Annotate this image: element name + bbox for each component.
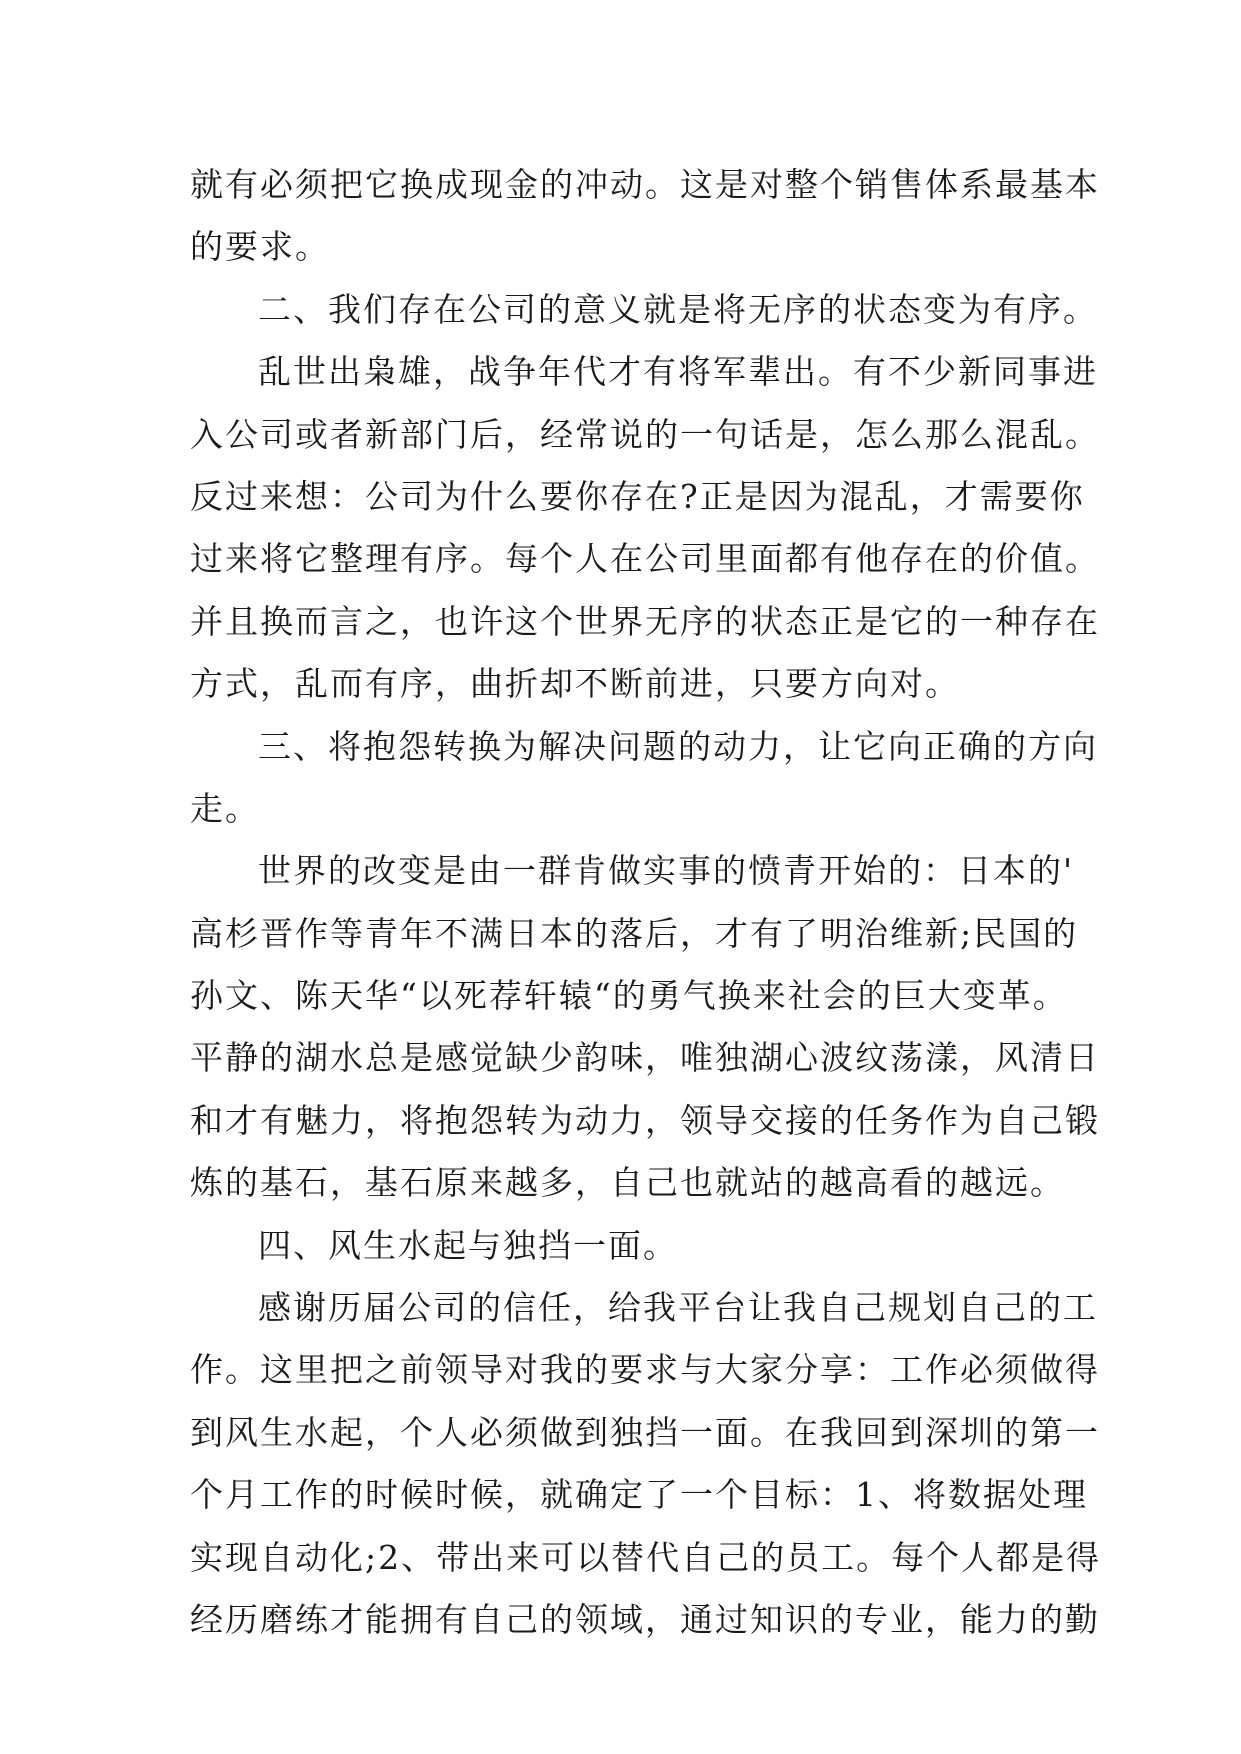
text-line: 入公司或者新部门后，经常说的一句话是，怎么那么混乱。 xyxy=(190,414,1100,454)
text-line: 过来将它整理有序。每个人在公司里面都有他存在的价值。 xyxy=(190,539,1100,579)
text-line: 并且换而言之，也许这个世界无序的状态正是它的一种存在 xyxy=(190,601,1100,641)
text-line: 炼的基石，基石原来越多，自己也就站的越高看的越远。 xyxy=(190,1163,1065,1203)
text-line: 走。 xyxy=(190,788,260,828)
text-line: 高杉晋作等青年不满日本的落后，才有了明治维新;民国的 xyxy=(190,913,1079,953)
text-line: 孙文、陈天华“以死荐轩辕“的勇气换来社会的巨大变革。 xyxy=(190,976,1068,1016)
text-line: 实现自动化;2、带出来可以替代自己的员工。每个人都是得 xyxy=(190,1537,1102,1577)
text-line: 个月工作的时候时候，就确定了一个目标：1、将数据处理 xyxy=(190,1475,1088,1515)
section-heading-3: 三、将抱怨转换为解决问题的动力，让它向正确的方向 xyxy=(258,726,1098,766)
text-line: 经历磨练才能拥有自己的领域，通过知识的专业，能力的勤 xyxy=(190,1599,1100,1639)
section-heading-4: 四、风生水起与独挡一面。 xyxy=(258,1225,678,1265)
section-heading-2: 二、我们存在公司的意义就是将无序的状态变为有序。 xyxy=(258,289,1098,329)
text-line: 感谢历届公司的信任，给我平台让我自己规划自己的工 xyxy=(258,1288,1098,1328)
text-line: 的要求。 xyxy=(190,227,330,267)
text-line: 反过来想：公司为什么要你存在?正是因为混乱，才需要你 xyxy=(190,476,1085,516)
text-line: 作。这里把之前领导对我的要求与大家分享：工作必须做得 xyxy=(190,1350,1100,1390)
text-line: 平静的湖水总是感觉缺少韵味，唯独湖心波纹荡漾，风清日 xyxy=(190,1038,1100,1078)
text-line: 世界的改变是由一群肯做实事的愤青开始的：日本的' xyxy=(258,851,1075,891)
text-line: 就有必须把它换成现金的冲动。这是对整个销售体系最基本 xyxy=(190,165,1100,204)
text-line: 乱世出枭雄，战争年代才有将军辈出。有不少新同事进 xyxy=(258,352,1098,392)
text-line: 和才有魅力，将抱怨转为动力，领导交接的任务作为自己锻 xyxy=(190,1100,1100,1140)
body-text xyxy=(190,154,1102,1651)
text-line: 到风生水起，个人必须做到独挡一面。在我回到深圳的第一 xyxy=(190,1412,1100,1452)
text-line: 方式，乱而有序，曲折却不断前进，只要方向对。 xyxy=(190,664,960,704)
